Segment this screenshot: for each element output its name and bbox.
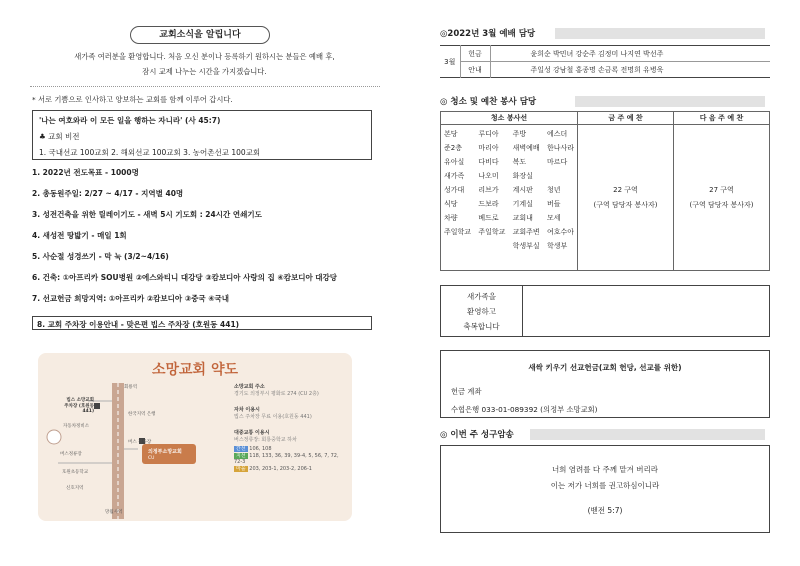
account-value: 수협은행 033-01-089392 (의정부 소망교회) — [451, 405, 598, 414]
clean-col-3: 주방 새벽예배 복도 화장실 계시판 기계실 교회내 교회주변 학생부실 — [512, 130, 540, 250]
label-bank: 한국지역 은행 — [128, 412, 156, 417]
offering-box — [440, 350, 770, 418]
this-week-value: 22 구역 — [613, 186, 638, 194]
account-label: 헌금 계좌 — [451, 387, 482, 396]
next-week-head: 다 음 주 예 찬 — [674, 112, 770, 125]
newcomer-line: 축복합니다 — [463, 322, 500, 331]
address-value: 경기도 의정부시 평화로 274 (CU 2층) — [234, 391, 319, 397]
address-title: 소망교회 주소 — [234, 384, 265, 390]
map-title: 소망교회 약도 — [151, 362, 239, 378]
list-item: 2. 총동원주일: 2/27 ~ 4/17 - 지역별 40명 — [32, 189, 184, 198]
bus-tag-2: 지선 — [236, 453, 246, 459]
bus-title: 대중교통 이용시 — [234, 430, 270, 436]
offering-title: 새싹 키우기 선교헌금(교회 헌당, 선교를 위한) — [528, 363, 682, 372]
news-title: 교회소식을 알립니다 — [130, 26, 270, 44]
clean-col-1: 본당 준2층 유아실 새가족 성가대 식당 차량 주일학교 — [444, 130, 472, 236]
row2-value: 주일성 강남철 홍종명 손금록 전명희 유병욱 — [530, 65, 664, 74]
worship-month: 3월 — [440, 46, 460, 78]
list-item: 5. 사순절 성경쓰기 - 막 눅 (3/2~4/16) — [32, 252, 169, 261]
row2-label: 안내 — [460, 62, 490, 78]
bus-line-2: 118, 133, 36, 39, 39-4, 5, 56, 7, 72, 72-3 — [234, 453, 339, 465]
label-bottom: 망월사역 — [105, 510, 123, 515]
label-cu: CU — [148, 456, 155, 461]
verse-line-2: 이는 저가 너희를 권고하심이니라 — [550, 481, 660, 490]
label-school: 호원초등학교 — [62, 470, 89, 475]
next-week-note: (구역 담당자 봉사자) — [689, 201, 754, 209]
list-item: 4. 새성전 땅밟기 - 매일 1회 — [32, 231, 127, 240]
car-value: 빕스 주차장 무료 이용(호원동 441) — [234, 414, 312, 420]
clean-title: ◎ 청소 및 예찬 봉사 담당 — [440, 97, 537, 107]
address-block — [234, 383, 344, 472]
row1-value: 윤희순 박민녀 강순주 김정미 나지연 박선주 — [490, 46, 770, 62]
clean-head: 청소 봉사선 — [441, 112, 578, 125]
label-stop2: 버스정류장 — [60, 452, 82, 457]
clean-col-2: 루디아 마리아 다비다 나오미 리브가 드보라 베드로 주일학교 — [478, 130, 506, 236]
verse-ref: (벧전 5:7) — [587, 506, 623, 515]
vision-title: ♣ 교회 비전 — [39, 132, 80, 141]
list-item: 7. 선교헌금 희망지역: ①아프리카 ②캄보디아 ③중국 ④국내 — [32, 294, 230, 303]
newcomer-box — [440, 285, 770, 337]
section-bar — [575, 96, 765, 107]
label-health: 자동차정비소 — [63, 424, 90, 429]
announcement-list — [32, 167, 377, 314]
section-bar — [555, 28, 765, 39]
list-item: 1. 2022년 전도목표 - 1000명 — [32, 168, 139, 177]
list-item: 3. 성전건축을 위한 릴레이기도 - 새벽 5시 기도회 : 24시간 연쇄기도 — [32, 210, 262, 219]
bus-tag-3: 마을 — [236, 466, 246, 472]
church-map — [38, 353, 352, 521]
verse-line-1: 너희 염려를 다 주께 맡겨 버리라 — [551, 465, 659, 474]
newcomer-line: 환영하고 — [467, 307, 496, 316]
label-stop1: 버스 정류장 — [128, 440, 152, 445]
bus-line-1: 106, 108 — [249, 446, 272, 452]
this-week-note: (구역 담당자 봉사자) — [593, 201, 658, 209]
next-week-value: 27 구역 — [709, 186, 734, 194]
label-top-road: 회룡역 — [124, 385, 138, 390]
worship-table — [440, 45, 770, 78]
cleaning-table — [440, 111, 770, 271]
newcomer-text — [441, 286, 523, 336]
label-police: 신호지역 — [66, 486, 84, 491]
row1-label: 헌금 — [460, 46, 490, 62]
this-week-head: 금 주 예 찬 — [578, 112, 674, 125]
vision-items: 1. 국내선교 100교회 2. 해외선교 100교회 3. 농어촌선교 100교회 — [39, 148, 261, 157]
label-vips: 빕스 소망교회 주차장 (호원동 441) — [64, 398, 94, 414]
bus-line-3: 203, 203-1, 203-2, 206-1 — [249, 466, 312, 472]
bus-value: 버스정류장: 회룡중학교 하차 — [234, 437, 297, 443]
label-church: 의정부소망교회 — [148, 449, 182, 455]
greeting-text: * 서로 기쁨으로 인사하고 양보하는 교회를 함께 이루어 갑시다. — [32, 95, 233, 104]
parking-box: 8. 교회 주차장 이용안내 - 맞은편 빕스 주차장 (호원동 441) — [32, 316, 372, 330]
clean-col-4: 에스더 한나사라 마르다 청년 버들 모세 여호수아 학생부 — [546, 130, 574, 250]
list-item: 6. 건축: ①아프리카 SOU병원 ②에스와티니 대강당 ③캄보디아 사랑의 집 ④캄보디아 대강당 — [32, 273, 338, 282]
vision-quote: '나는 여호와라 이 모든 일을 행하는 자니라' (사 45:7) — [39, 116, 221, 125]
car-title: 자차 이용시 — [234, 407, 260, 413]
verse-box — [440, 445, 770, 533]
verse-title: ◎ 이번 주 성구암송 — [440, 430, 514, 440]
newcomer-line: 새가족을 — [467, 292, 496, 301]
vision-box — [32, 110, 372, 160]
divider — [30, 86, 380, 87]
welcome-line-2: 잠시 교제 나누는 시간을 가지겠습니다. — [142, 67, 267, 76]
worship-title: ◎2022년 3월 예배 담당 — [440, 29, 536, 39]
bus-tag-1: 간선 — [236, 446, 246, 452]
welcome-line-1: 새가족 여러분을 환영합니다. 처음 오신 분이나 등록하기 원하시는 분들은 예배 후, — [74, 52, 335, 61]
section-bar — [530, 429, 765, 440]
